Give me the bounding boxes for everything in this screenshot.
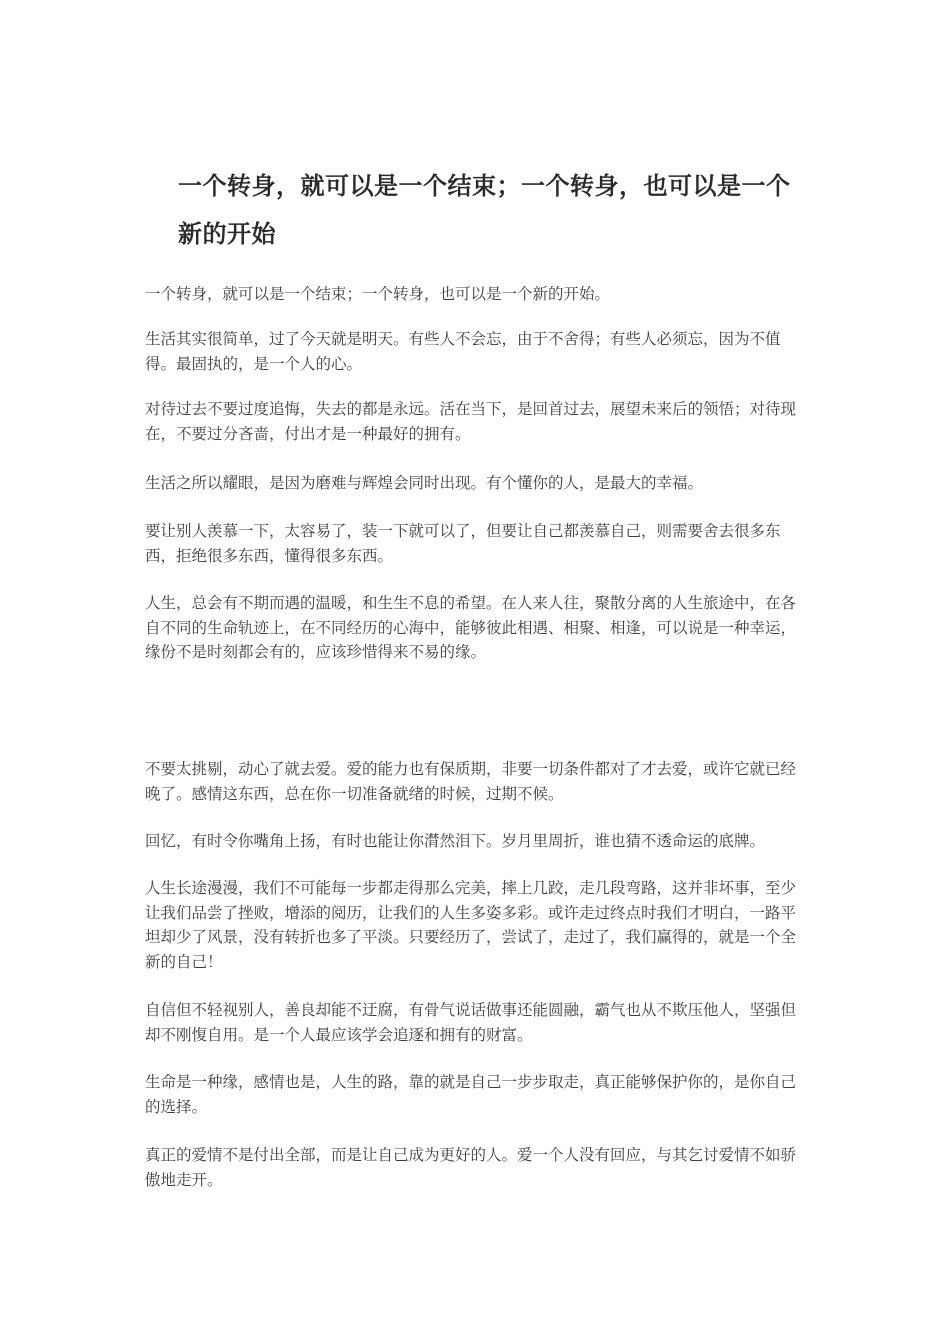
paragraph-12: 真正的爱情不是付出全部，而是让自己成为更好的人。爱一个人没有回应，与其乞讨爱情不如骄傲地走开。 <box>145 1146 797 1189</box>
paragraph-6: 人生，总会有不期而遇的温暖，和生生不息的希望。在人来人往，聚散分离的人生旅途中，在各自不同的生命轨迹上，在不同经历的心海中，能够彼此相遇、相聚、相逢，可以说是一种幸运，缘份不是时刻都会有的，应该珍惜得来不易的缘。 <box>145 594 797 661</box>
article-title: 一个转身，就可以是一个结束；一个转身，也可以是一个新的开始 <box>178 172 791 248</box>
paragraph-7: 不要太挑剔，动心了就去爱。爱的能力也有保质期，非要一切条件都对了才去爱，或许它就已经晚了。感情这东西，总在你一切准备就绪的时候，过期不候。 <box>145 760 797 803</box>
paragraph-4: 生活之所以耀眼，是因为磨难与辉煌会同时出现。有个懂你的人，是最大的幸福。 <box>145 474 704 492</box>
paragraph-8: 回忆，有时令你嘴角上扬，有时也能让你潸然泪下。岁月里周折，谁也猜不透命运的底牌。 <box>145 832 766 850</box>
paragraph-10: 自信但不轻视别人，善良却能不迂腐，有骨气说话做事还能圆融，霸气也从不欺压他人，坚强但却不刚愎自用。是一个人最应该学会追逐和拥有的财富。 <box>145 1001 797 1044</box>
paragraph-11: 生命是一种缘，感情也是，人生的路，靠的就是自己一步步取走，真正能够保护你的，是你自己的选择。 <box>145 1073 797 1116</box>
paragraph-5: 要让别人羡慕一下，太容易了，装一下就可以了，但要让自己都羡慕自己，则需要舍去很多东西，拒绝很多东西，懂得很多东西。 <box>145 522 781 565</box>
paragraph-9: 人生长途漫漫，我们不可能每一步都走得那么完美，摔上几跤，走几段弯路，这并非坏事，至少让我们品尝了挫败，增添的阅历，让我们的人生多姿多彩。或许走过终点时我们才明白，一路平坦却少了风景，没有转折也多了平淡。只要经历了，尝试了，走过了，我们赢得的，就是一个全新的自己！ <box>145 879 797 971</box>
paragraph-1: 一个转身，就可以是一个结束；一个转身，也可以是一个新的开始。 <box>145 285 611 303</box>
paragraph-3: 对待过去不要过度追悔，失去的都是永远。活在当下，是回首过去，展望未来后的领悟；对待现在，不要过分吝啬，付出才是一种最好的拥有。 <box>145 400 797 443</box>
paragraph-2: 生活其实很简单，过了今天就是明天。有些人不会忘，由于不舍得；有些人必须忘，因为不值得。最固执的，是一个人的心。 <box>145 330 781 373</box>
